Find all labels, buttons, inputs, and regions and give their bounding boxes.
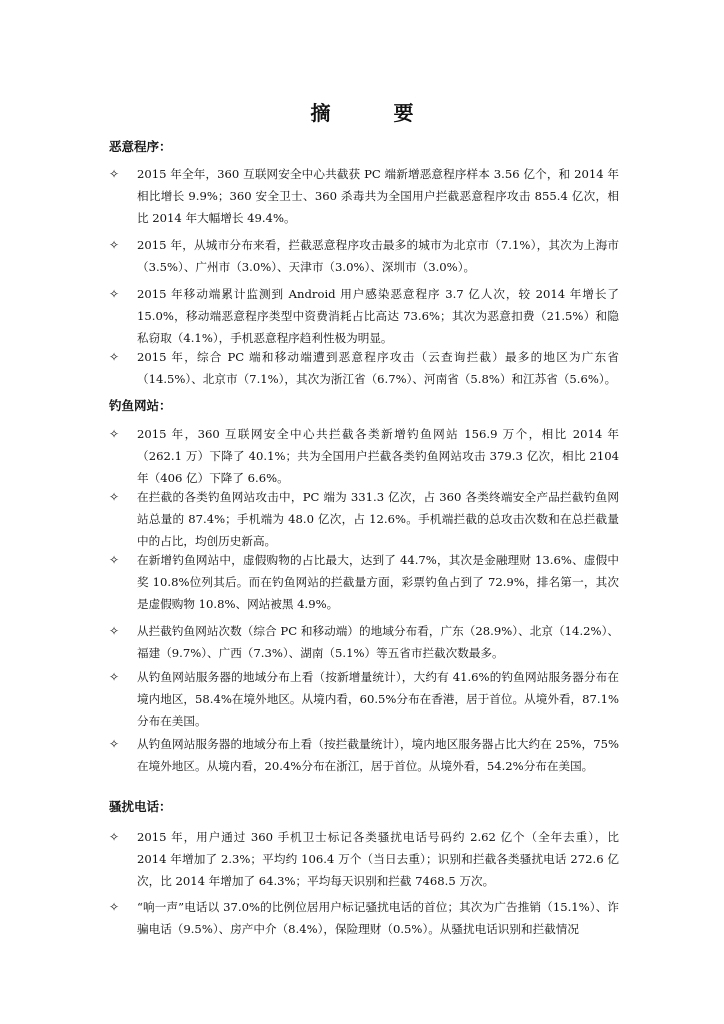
- list-item: [109, 896, 619, 940]
- diamond-bullet-icon: ✧: [109, 167, 120, 181]
- list-item: [109, 234, 619, 278]
- bullet-text: 2015 年，360 互联网安全中心共拦截各类新增钓鱼网站 156.9 万个，相比 2014 年（262.1 万）下降了 40.1%；共为全国用户拦截各类钓鱼网站攻击 379.3 亿次，相比 2104 年（406 亿）下降了 6.6%。: [137, 427, 619, 485]
- diamond-bullet-icon: ✧: [109, 737, 120, 751]
- list-item: [109, 733, 619, 777]
- bullet-text: 在新增钓鱼网站中，虚假购物的占比最大，达到了 44.7%，其次是金融理财 13.6%、虚假中奖 10.8%位列其后。而在钓鱼网站的拦截量方面，彩票钓鱼占到了 72.9%，排名第一，其次是虚假购物 10.8%、网站被黑 4.9%。: [137, 553, 619, 611]
- diamond-bullet-icon: ✧: [109, 427, 120, 441]
- bullet-text: 从钓鱼网站服务器的地域分布上看（按新增量统计），大约有 41.6%的钓鱼网站服务器分布在境内地区，58.4%在境外地区。从境内看，60.5%分布在香港，居于首位。从境外看，87.1%分布在美国。: [137, 670, 619, 728]
- diamond-bullet-icon: ✧: [109, 238, 120, 252]
- list-item: [109, 346, 619, 390]
- diamond-bullet-icon: ✧: [109, 624, 120, 638]
- list-item: [109, 283, 619, 349]
- page-title: 摘 要: [310, 101, 442, 125]
- bullet-text: “响一声”电话以 37.0%的比例位居用户标记骚扰电话的首位；其次为广告推销（15.1%）、诈骗电话（9.5%）、房产中介（8.4%），保险理财（0.5%）。从骚扰电话识别和拦截情况: [137, 900, 619, 936]
- diamond-bullet-icon: ✧: [109, 830, 120, 844]
- bullet-text: 2015 年，综合 PC 端和移动端遭到恶意程序攻击（云查询拦截）最多的地区为广东省（14.5%）、北京市（7.1%），其次为浙江省（6.7%）、河南省（5.8%）和江苏省（5.6%）。: [137, 350, 619, 386]
- list-item: [109, 486, 619, 552]
- diamond-bullet-icon: ✧: [109, 670, 120, 684]
- section-heading-harassing-calls: 骚扰电话：: [109, 799, 172, 814]
- bullet-text: 2015 年，从城市分布来看，拦截恶意程序攻击最多的城市为北京市（7.1%），其次为上海市（3.5%）、广州市（3.0%）、天津市（3.0%）、深圳市（3.0%）。: [137, 238, 619, 274]
- diamond-bullet-icon: ✧: [109, 900, 120, 914]
- list-item: [109, 163, 619, 229]
- bullet-text: 2015 年移动端累计监测到 Android 用户感染恶意程序 3.7 亿人次，较 2014 年增长了 15.0%，移动端恶意程序类型中资费消耗占比高达 73.6%；其次为恶意扣费（21.5%）和隐私窃取（4.1%），手机恶意程序趋利性极为明显。: [137, 287, 619, 345]
- diamond-bullet-icon: ✧: [109, 553, 120, 567]
- section-heading-phishing: 钓鱼网站：: [109, 398, 172, 413]
- diamond-bullet-icon: ✧: [109, 490, 120, 504]
- section-heading-malware: 恶意程序：: [109, 139, 172, 154]
- diamond-bullet-icon: ✧: [109, 350, 120, 364]
- bullet-text: 2015 年全年，360 互联网安全中心共截获 PC 端新增恶意程序样本 3.56 亿个，和 2014 年相比增长 9.9%；360 安全卫士、360 杀毒共为全国用户拦截恶意程序攻击 855.4 亿次，相比 2014 年大幅增长 49.4%。: [137, 167, 619, 225]
- list-item: [109, 620, 619, 664]
- list-item: [109, 826, 619, 892]
- bullet-text: 从钓鱼网站服务器的地域分布上看（按拦截量统计），境内地区服务器占比大约在 25%，75%在境外地区。从境内看，20.4%分布在浙江，居于首位。从境外看，54.2%分布在美国。: [137, 737, 619, 773]
- bullet-text: 2015 年，用户通过 360 手机卫士标记各类骚扰电话号码约 2.62 亿个（全年去重），比 2014 年增加了 2.3%；平均约 106.4 万个（当日去重）；识别和拦截各类骚扰电话 272.6 亿次，比 2014 年增加了 64.3%；平均每天识别和拦截 7468.5 万次。: [137, 830, 619, 888]
- list-item: [109, 549, 619, 615]
- bullet-text: 从拦截钓鱼网站次数（综合 PC 和移动端）的地域分布看，广东（28.9%）、北京（14.2%）、福建（9.7%）、广西（7.3%）、湖南（5.1%）等五省市拦截次数最多。: [137, 624, 619, 660]
- bullet-text: 在拦截的各类钓鱼网站攻击中，PC 端为 331.3 亿次，占 360 各类终端安全产品拦截钓鱼网站总量的 87.4%；手机端为 48.0 亿次，占 12.6%。手机端拦截的总攻击次数和在总拦截量中的占比，均创历史新高。: [137, 490, 619, 548]
- list-item: [109, 666, 619, 732]
- list-item: [109, 423, 619, 489]
- diamond-bullet-icon: ✧: [109, 287, 120, 301]
